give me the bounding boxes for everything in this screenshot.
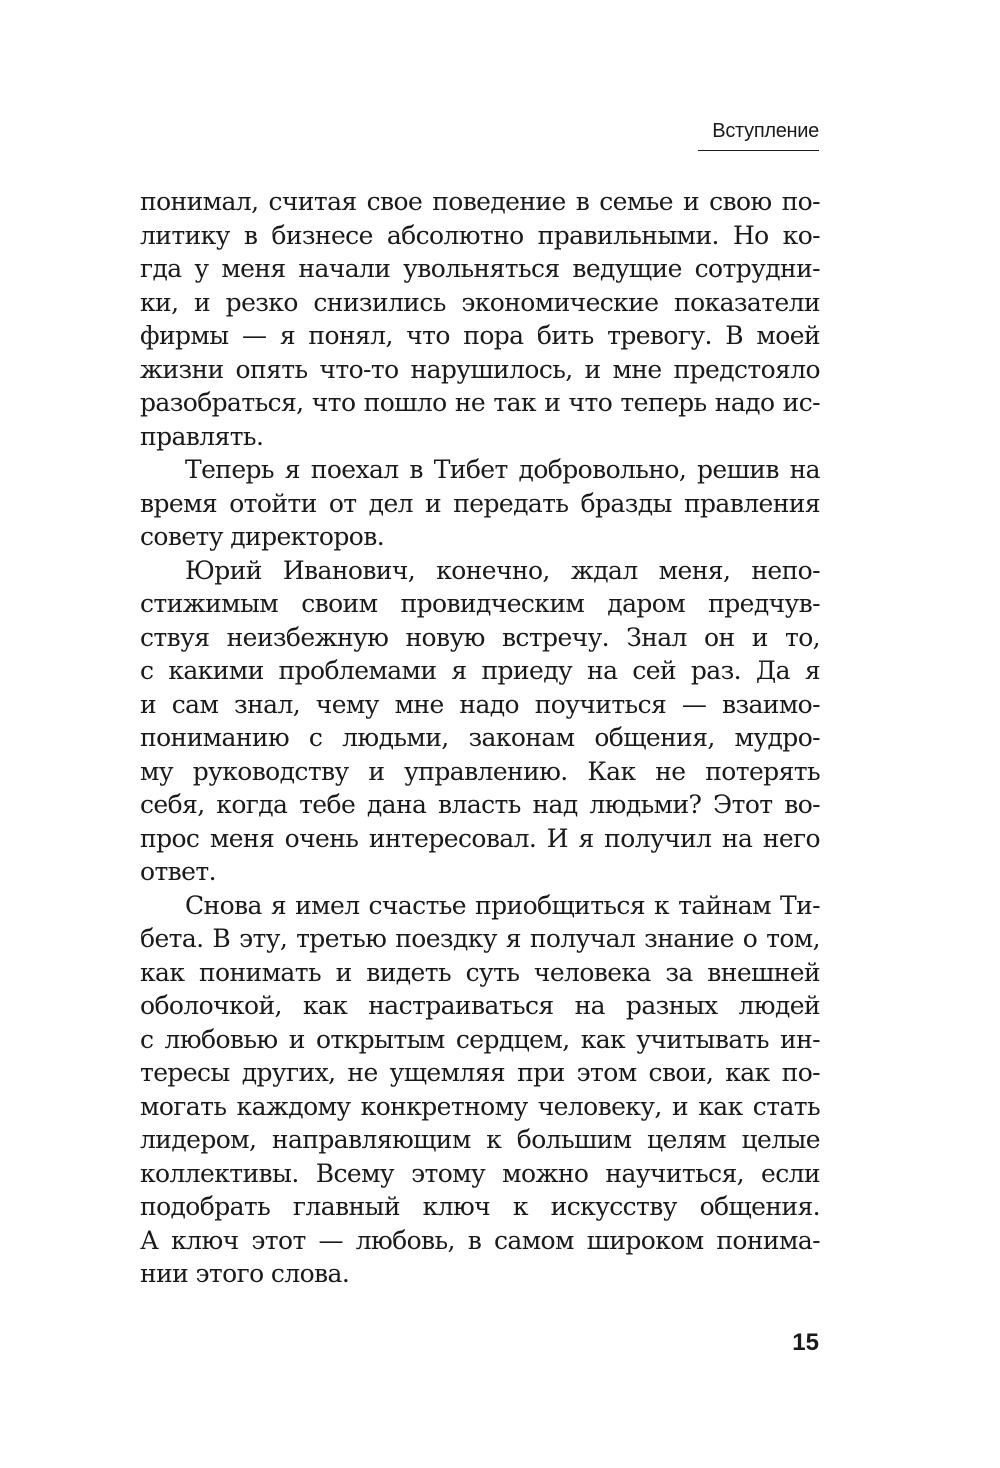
- text-line: с любовью и открытым сердцем, как учитывать ин-: [140, 1024, 820, 1054]
- text-line: с какими проблемами я приеду на сей раз. Да я: [140, 656, 820, 685]
- text-line: пониманию с людьми, законам общения, мудро-: [140, 723, 820, 752]
- text-line: правлять.: [140, 421, 264, 451]
- page-number: 15: [792, 1329, 819, 1356]
- text-line: коллективы. Всему этому можно научиться, если: [140, 1158, 820, 1188]
- text-line: Юрий Иванович, конечно, ждал меня, непо-: [185, 555, 820, 585]
- text-line: как понимать и видеть суть человека за внешней: [140, 957, 820, 987]
- header-rule: [698, 150, 819, 151]
- text-line: Теперь я поехал в Тибет добровольно, решив на: [185, 455, 820, 484]
- text-line: литику в бизнесе абсолютно правильными. Но ко-: [140, 220, 820, 250]
- text-line: гда у меня начали увольняться ведущие сотрудни-: [140, 254, 820, 283]
- text-line: оболочкой, как настраиваться на разных людей: [140, 991, 820, 1020]
- text-line: прос меня очень интересовал. И я получил на него: [140, 823, 820, 853]
- running-header: Вступление: [712, 120, 819, 142]
- text-line: жизни опять что-то нарушилось, и мне предстояло: [140, 354, 820, 384]
- text-line: понимал, считая свое поведение в семье и свою по-: [140, 187, 820, 216]
- text-line: совету директоров.: [140, 522, 385, 551]
- text-line: А ключ этот — любовь, в самом широком понима-: [140, 1225, 820, 1255]
- text-line: себя, когда тебе дана власть над людьми? Этот во-: [140, 790, 820, 819]
- text-line: му руководству и управлению. Как не потерять: [140, 756, 820, 786]
- text-line: бета. В эту, третью поездку я получал знание о том,: [140, 924, 820, 953]
- text-line: ствуя неизбежную новую встречу. Знал он и то,: [140, 622, 820, 652]
- text-line: нии этого слова.: [140, 1259, 350, 1288]
- text-line: могать каждому конкретному человеку, и как стать: [140, 1091, 820, 1121]
- text-line: стижимым своим провидческим даром предчув-: [140, 589, 820, 618]
- body-text: [140, 185, 820, 1291]
- text-line: ответ.: [140, 857, 216, 886]
- text-line: время отойти от дел и передать бразды правления: [140, 488, 820, 518]
- text-line: разобраться, что пошло не так и что теперь надо ис-: [140, 388, 820, 417]
- text-line: тересы других, не ущемляя при этом свои, как по-: [140, 1058, 820, 1087]
- text-line: фирмы — я понял, что пора бить тревогу. В моей: [140, 321, 820, 350]
- text-line: подобрать главный ключ к искусству общения.: [140, 1192, 820, 1221]
- text-line: ки, и резко снизились экономические показатели: [140, 287, 820, 317]
- text-line: и сам знал, чему мне надо поучиться — взаимо-: [140, 689, 820, 719]
- text-line: лидером, направляющим к большим целям целые: [140, 1125, 820, 1154]
- text-line: Снова я имел счастье приобщиться к тайнам Ти-: [185, 890, 820, 920]
